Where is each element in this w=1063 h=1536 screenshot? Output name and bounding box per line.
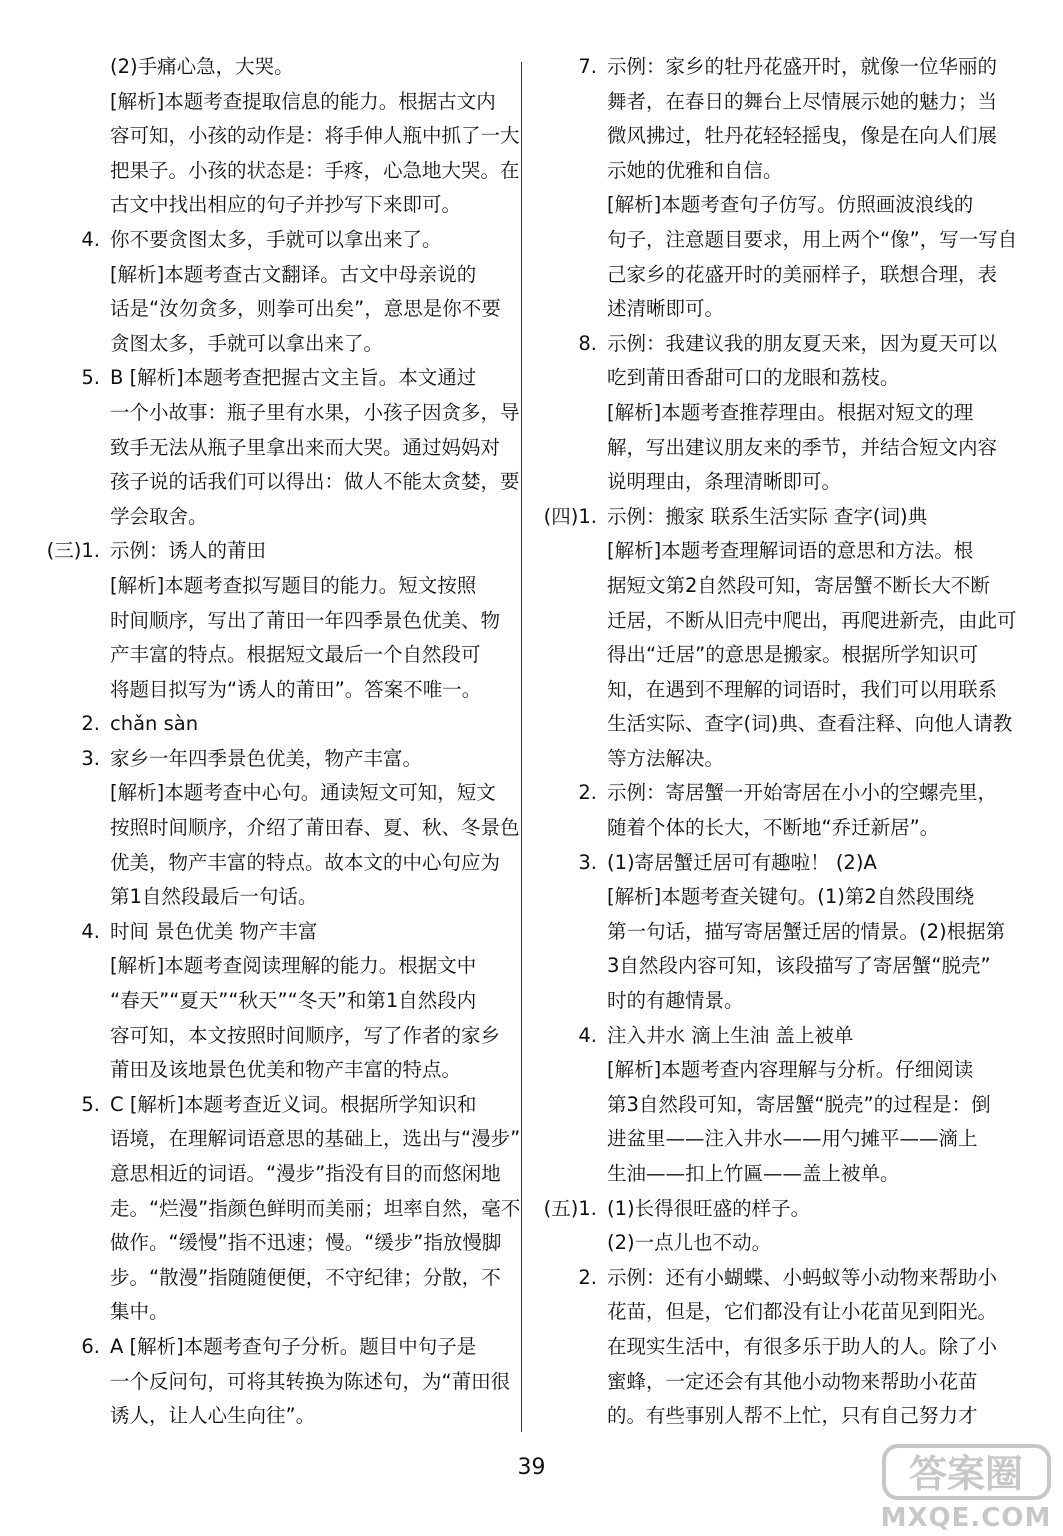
answer-item — [578, 776, 1015, 845]
text-line: 迁居，不断从旧壳中爬出，再爬进新壳，由此可 — [607, 608, 1017, 632]
text-line: 解，写出建议朋友来的季节，并结合短文内容 — [607, 435, 998, 459]
text-line: [解析]本题考查古文翻译。古文中母亲说的 — [110, 262, 477, 286]
text-line: 学会取舍。 — [110, 504, 208, 528]
item-number: 2. — [578, 781, 597, 805]
item-number: 4. — [81, 919, 100, 943]
text-line: 知，在遇到不理解的词语时，我们可以用联系 — [607, 677, 998, 701]
text-line: A [解析]本题考查句子分析。题目中句子是 — [110, 1334, 477, 1358]
answer-item — [81, 742, 522, 777]
watermark-badge-icon — [880, 1440, 1055, 1532]
text-line: 示例：我建议我的朋友夏天来，因为夏天可以 — [607, 331, 998, 355]
text-line: 第3自然段可知，寄居蟹“脱壳”的过程是：倒 — [607, 1092, 991, 1116]
item-number: 3. — [578, 850, 597, 874]
answer-item — [543, 500, 1015, 535]
text-line: 话是“汝勿贪多，则拳可出矣”，意思是你不要 — [110, 297, 501, 321]
answer-item — [578, 1019, 1015, 1054]
text-line: 家乡一年四季景色优美，物产丰富。 — [110, 746, 423, 770]
answer-item — [81, 1088, 522, 1330]
text-line: [解析]本题考查推荐理由。根据对短文的理 — [607, 400, 974, 424]
text-line: 得出“迁居”的意思是搬家。根据所学知识可 — [607, 643, 979, 667]
text-line: (2)一点儿也不动。 — [607, 1231, 772, 1255]
item-number: 7. — [578, 55, 597, 78]
right-column — [543, 50, 1018, 1434]
text-line: (1)长得很旺盛的样子。 — [607, 1196, 811, 1220]
text-line: 做作。“缓慢”指不迅速；慢。“缓步”指放慢脚 — [110, 1231, 502, 1255]
text-line: 一个小故事：瓶子里有水果，小孩子因贪多，导 — [110, 400, 520, 424]
text-line: 你不要贪图太多，手就可以拿出来了。 — [110, 227, 442, 251]
answer-item — [81, 361, 522, 534]
text-line: 生油——扣上竹匾——盖上被单。 — [607, 1162, 900, 1185]
text-line: 第一句话，描写寄居蟹迁居的情景。(2)根据第 — [607, 919, 1006, 943]
text-line: 的。有些事别人帮不上忙，只有自己努力才 — [607, 1404, 978, 1428]
column-divider — [521, 62, 522, 1432]
text-line: 舞者，在春日的舞台上尽情展示她的魅力；当 — [607, 89, 998, 113]
text-line: 步。“散漫”指随随便便，不守纪律；分散，不 — [110, 1265, 501, 1289]
answer-item — [46, 534, 522, 569]
answer-item — [607, 880, 1015, 1018]
text-line: [解析]本题考查理解词语的意思和方法。根 — [607, 539, 974, 563]
answer-item — [110, 50, 522, 85]
text-line: 第1自然段最后一句话。 — [110, 885, 318, 909]
text-line: 贪图太多，手就可以拿出来了。 — [110, 331, 384, 355]
text-line: 花苗，但是，它们都没有让小花苗见到阳光。 — [607, 1300, 998, 1324]
answer-item — [81, 915, 522, 950]
text-line: 走。“烂漫”指颜色鲜明而美丽；坦率自然，毫不 — [110, 1196, 521, 1220]
item-number: 4. — [578, 1023, 597, 1047]
text-line: 把果子。小孩的状态是：手疼，心急地大哭。在 — [110, 158, 520, 182]
item-number: 4. — [81, 227, 100, 251]
answer-item — [81, 707, 522, 742]
answer-item — [607, 396, 1015, 500]
text-line: “春天”“夏天”“秋天”“冬天”和第1自然段内 — [110, 989, 477, 1013]
answer-item — [607, 1226, 1015, 1261]
text-line: 优美，物产丰富的特点。故本文的中心句应为 — [110, 850, 501, 874]
answer-item — [110, 258, 522, 362]
answer-item — [81, 223, 522, 258]
text-line: [解析]本题考查内容理解与分析。仔细阅读 — [607, 1058, 974, 1082]
text-line: 注入井水 滴上生油 盖上被单 — [607, 1023, 854, 1047]
watermark-logo — [880, 1440, 1055, 1532]
answer-item — [110, 569, 522, 707]
text-line: 产丰富的特点。根据短文最后一个自然段可 — [110, 643, 481, 667]
text-line: 古文中找出相应的句子并抄写下来即可。 — [110, 193, 462, 217]
item-number: 2. — [81, 712, 100, 736]
text-line: 3自然段内容可知，该段描写了寄居蟹“脱壳” — [607, 954, 991, 978]
answer-item — [578, 327, 1015, 396]
text-line: [解析]本题考查中心句。通读短文可知，短文 — [110, 781, 496, 805]
item-number: (四)1. — [543, 504, 597, 528]
item-number: 5. — [81, 366, 100, 390]
text-line: 示例：寄居蟹一开始寄居在小小的空螺壳里， — [607, 781, 998, 805]
text-line: 致手无法从瓶子里拿出来而大哭。通过妈妈对 — [110, 435, 501, 459]
text-line: [解析]本题考查关键句。(1)第2自然段围绕 — [607, 885, 975, 909]
text-line: (2)手痛心急，大哭。 — [110, 55, 294, 78]
text-line: 一个反问句，可将其转换为陈述句，为“莆田很 — [110, 1369, 511, 1393]
text-line: 时间 景色优美 物产丰富 — [110, 919, 318, 943]
text-line: 句子，注意题目要求，用上两个“像”，写一写自 — [607, 227, 1018, 251]
text-line: (1)寄居蟹迁居可有趣啦！ (2)A — [607, 850, 877, 874]
left-column — [46, 50, 522, 1434]
item-number: (五)1. — [543, 1196, 597, 1220]
page-number: 39 — [517, 1455, 546, 1480]
answer-item — [607, 534, 1015, 776]
answer-item — [578, 846, 1015, 881]
text-line: [解析]本题考查阅读理解的能力。根据文中 — [110, 954, 477, 978]
answer-item — [607, 1053, 1015, 1191]
text-line: 蜜蜂，一定还会有其他小动物来帮助小花苗 — [607, 1369, 978, 1393]
text-line: [解析]本题考查提取信息的能力。根据古文内 — [110, 89, 496, 113]
text-line: 随着个体的长大，不断地“乔迁新居”。 — [607, 816, 940, 840]
text-line: 容可知，小孩的动作是：将手伸人瓶中抓了一大 — [110, 124, 520, 148]
item-number: 8. — [578, 331, 597, 355]
text-line: 意思相近的词语。“漫步”指没有目的而悠闲地 — [110, 1162, 501, 1185]
text-line: 容可知，本文按照时间顺序，写了作者的家乡 — [110, 1023, 501, 1047]
text-line: 述清晰即可。 — [607, 297, 725, 321]
answer-item — [110, 776, 522, 914]
text-line: 时的有趣情景。 — [607, 989, 744, 1013]
answer-item — [607, 188, 1018, 326]
text-line: 莆田及该地景色优美和物产丰富的特点。 — [110, 1058, 462, 1082]
svg-text:MXQE.COM: MXQE.COM — [880, 1503, 1052, 1532]
svg-text:答案圈: 答案圈 — [908, 1452, 1024, 1496]
text-line: 据短文第2自然段可知，寄居蟹不断长大不断 — [607, 573, 990, 597]
text-line: 己家乡的花盛开时的美丽样子，联想合理，表 — [607, 262, 998, 286]
text-line: 等方法解决。 — [607, 746, 725, 770]
item-number: 2. — [578, 1265, 597, 1289]
answer-item — [578, 50, 1015, 188]
text-line: 语境，在理解词语意思的基础上，选出与“漫步” — [110, 1127, 521, 1151]
text-line: 诱人，让人心生向往”。 — [110, 1404, 316, 1428]
text-line: 孩子说的话我们可以得出：做人不能太贪婪，要 — [110, 470, 520, 494]
text-line: 时间顺序，写出了莆田一年四季景色优美、物 — [110, 608, 501, 632]
text-line: 示例：还有小蝴蝶、小蚂蚁等小动物来帮助小 — [607, 1265, 998, 1289]
text-line: 将题目拟写为“诱人的莆田”。答案不唯一。 — [110, 677, 482, 701]
text-line: C [解析]本题考查近义词。根据所学知识和 — [110, 1092, 477, 1116]
item-number: 3. — [81, 746, 100, 770]
text-line: B [解析]本题考查把握古文主旨。本文通过 — [110, 366, 477, 390]
text-line: 生活实际、查字(词)典、查看注释、向他人请教 — [607, 712, 1013, 736]
answer-item — [578, 1261, 1015, 1330]
answer-item — [543, 1192, 1015, 1227]
text-line: 集中。 — [110, 1300, 169, 1324]
text-line: 在现实生活中，有很多乐于助人的人。除了小 — [607, 1334, 998, 1358]
text-line: 示例：诱人的莆田 — [110, 539, 267, 563]
text-line: [解析]本题考查句子仿写。仿照画波浪线的 — [607, 193, 974, 217]
answer-item — [110, 85, 522, 223]
text-line: 按照时间顺序，介绍了莆田春、夏、秋、冬景色 — [110, 816, 520, 840]
item-number: 6. — [81, 1334, 100, 1358]
text-line: 示例：家乡的牡丹花盛开时，就像一位华丽的 — [607, 55, 998, 78]
answer-item — [607, 1330, 1015, 1434]
answer-item — [110, 949, 522, 1087]
text-line: 示她的优雅和自信。 — [607, 158, 783, 182]
text-line: 示例：搬家 联系生活实际 查字(词)典 — [607, 504, 928, 528]
text-line: 进盆里——注入井水——用勺摊平——滴上 — [607, 1127, 978, 1151]
text-line: chǎn sàn — [110, 712, 199, 736]
answer-item — [81, 1330, 522, 1434]
text-line: [解析]本题考查拟写题目的能力。短文按照 — [110, 573, 477, 597]
item-number: 5. — [81, 1092, 100, 1116]
item-number: (三)1. — [46, 539, 100, 563]
text-line: 微风拂过，牡丹花轻轻摇曳，像是在向人们展 — [607, 124, 998, 148]
text-line: 吃到莆田香甜可口的龙眼和荔枝。 — [607, 366, 900, 390]
text-line: 说明理由，条理清晰即可。 — [607, 470, 842, 494]
